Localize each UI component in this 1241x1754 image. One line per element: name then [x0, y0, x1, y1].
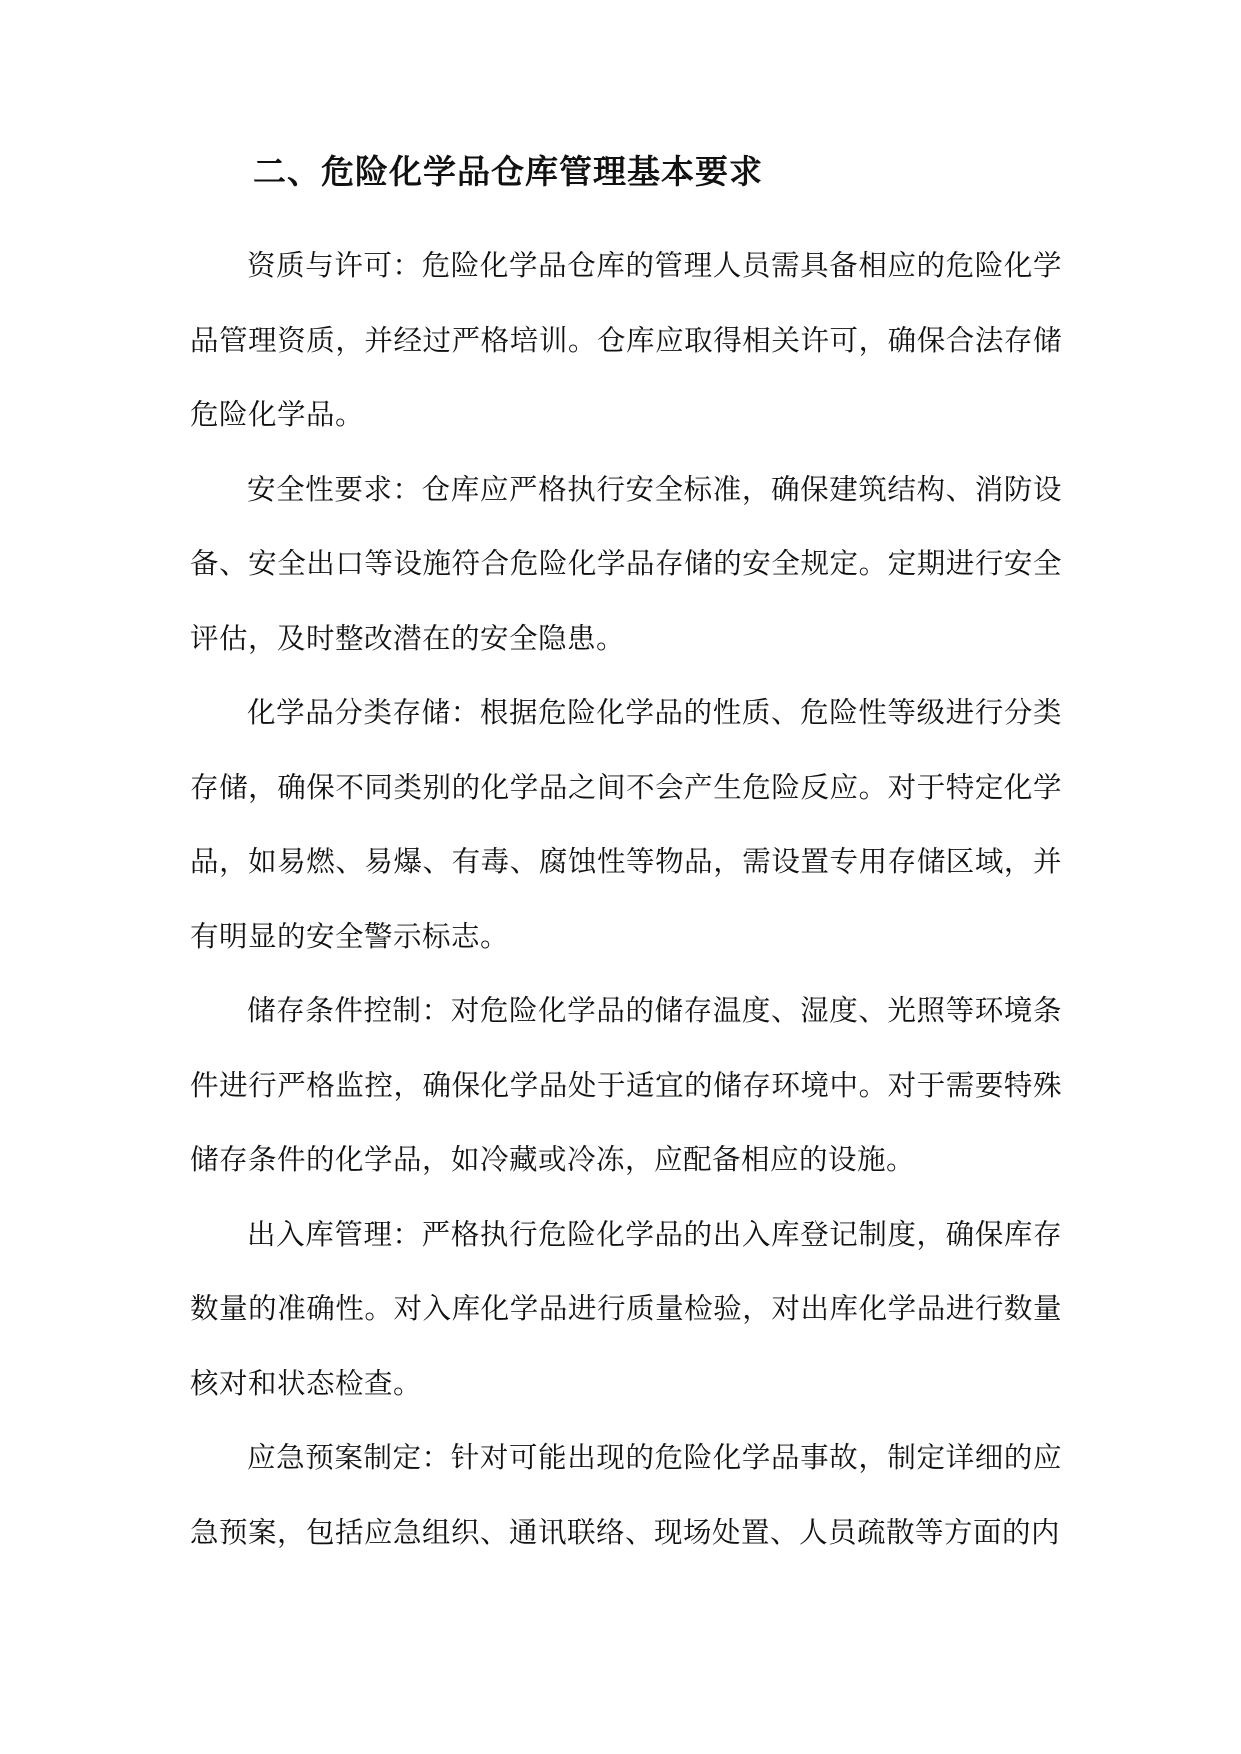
document-body	[190, 229, 1062, 1570]
paragraph-classified-storage: 化学品分类存储：根据危险化学品的性质、危险性等级进行分类存储，确保不同类别的化学品之间不会产生危险反应。对于特定化学品，如易燃、易爆、有毒、腐蚀性等物品，需设置专用存储区域，并有明显的安全警示标志。	[190, 696, 1062, 953]
paragraph-emergency-plan: 应急预案制定：针对可能出现的危险化学品事故，制定详细的应急预案，包括应急组织、通讯联络、现场处置、人员疏散等方面的内	[190, 1441, 1062, 1549]
paragraph-qualification: 资质与许可：危险化学品仓库的管理人员需具备相应的危险化学品管理资质，并经过严格培训。仓库应取得相关许可，确保合法存储危险化学品。	[190, 249, 1062, 431]
paragraph-inbound-outbound: 出入库管理：严格执行危险化学品的出入库登记制度，确保库存数量的准确性。对入库化学品进行质量检验，对出库化学品进行数量核对和状态检查。	[190, 1217, 1062, 1400]
paragraph-safety: 安全性要求：仓库应严格执行安全标准，确保建筑结构、消防设备、安全出口等设施符合危险化学品存储的安全规定。定期进行安全评估，及时整改潜在的安全隐患。	[190, 472, 1062, 655]
section-heading: 二、危险化学品仓库管理基本要求	[253, 152, 763, 191]
paragraph-storage-conditions: 储存条件控制：对危险化学品的储存温度、湿度、光照等环境条件进行严格监控，确保化学品处于适宜的储存环境中。对于需要特殊储存条件的化学品，如冷藏或冷冻，应配备相应的设施。	[190, 994, 1062, 1176]
